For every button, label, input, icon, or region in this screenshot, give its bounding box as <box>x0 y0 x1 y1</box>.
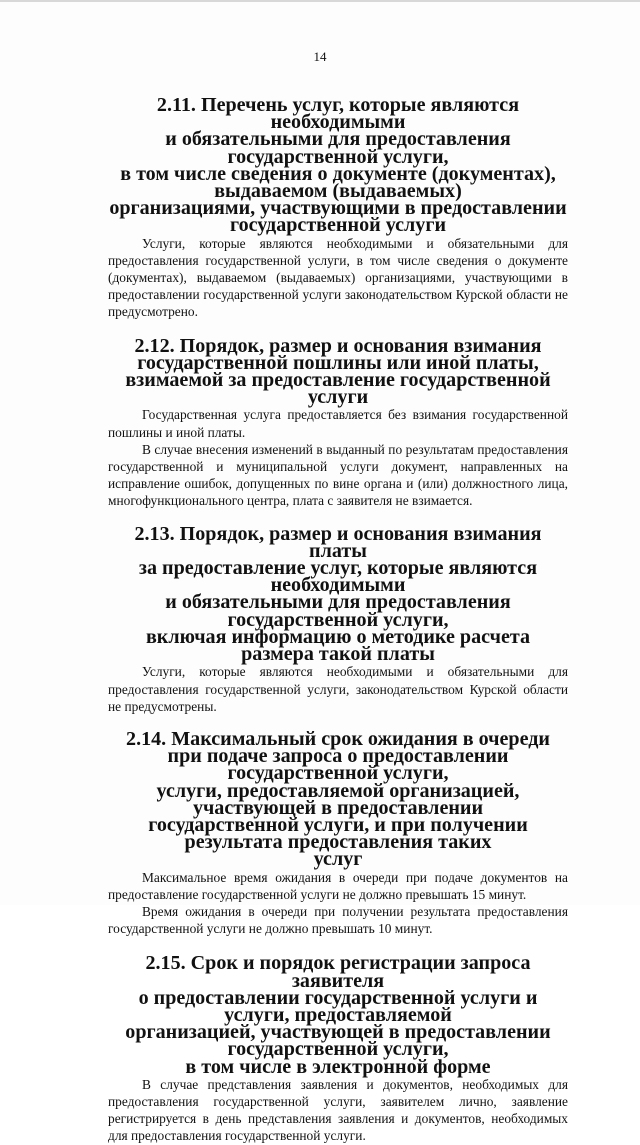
paragraph: В случае внесения изменений в выданный по результатам предоставления государственной и муниципальной услуги документ, направленных на исправление ошибок, допущенных по вине органа и (или) должностного лица, многофункционального центра, плата с заявителя не взимается. <box>108 441 568 509</box>
heading-line: услуг <box>313 848 363 871</box>
page-number: 14 <box>313 49 327 64</box>
section-2-15 <box>108 952 568 1144</box>
section-2-11 <box>108 94 568 321</box>
heading-line: государственной пошлины или иной платы, <box>137 351 539 374</box>
heading-line: взимаемой за предоставление государственной услуги <box>125 369 551 409</box>
section-heading <box>108 952 568 1078</box>
paragraph: Государственная услуга предоставляется без взимания государственной пошлины и иной платы. <box>108 407 568 440</box>
heading-line: за предоставление услуг, которые являются необходимыми <box>138 557 538 597</box>
heading-line: включая информацию о методике расчета размера такой платы <box>145 625 531 666</box>
section-heading <box>108 727 568 871</box>
heading-line: 2.12. Порядок, размер и основания взимания <box>134 334 542 357</box>
heading-line: в том числе в электронной форме <box>185 1055 491 1078</box>
section-heading <box>108 94 568 237</box>
paragraph: Услуги, которые являются необходимыми и обязательными для предоставления государственной услуги, законодательством Курской области не предусмотрены. <box>108 664 568 714</box>
page-content <box>108 94 568 1145</box>
section-2-12 <box>108 334 568 510</box>
heading-line: 2.13. Порядок, размер и основания взимания платы <box>134 522 542 562</box>
heading-line: организациями, участвующими в предоставлении государственной услуги <box>109 197 567 237</box>
paragraph: В случае представления заявления и документов, необходимых для предоставления государственной услуги, заявителем лично, заявление регистрируется в день представления заявления и документов, необходимых для предоставления государственной услуги. <box>108 1076 568 1144</box>
heading-line: 2.15. Срок и порядок регистрации запроса заявителя <box>145 952 531 992</box>
section-heading <box>108 334 568 409</box>
heading-line: при подаче запроса о предоставлении государственной услуги, <box>167 745 509 785</box>
heading-line: 2.11. Перечень услуг, которые являются необходимыми <box>156 94 520 134</box>
section-heading <box>108 522 568 666</box>
heading-line: 2.14. Максимальный срок ожидания в очереди <box>126 727 550 750</box>
heading-line: в том числе сведения о документе (документах), выдаваемом (выдаваемых) <box>120 162 556 203</box>
section-2-14 <box>108 727 568 937</box>
paragraph: Максимальное время ожидания в очереди при подаче документов на предоставление государственной услуги не должно превышать 15 минут. <box>108 869 568 902</box>
heading-line: услуги, предоставляемой организацией, участвующей в предоставлении <box>156 779 520 819</box>
paragraph: Услуги, которые являются необходимыми и обязательными для предоставления государственной услуги, в том числе сведения о документе (документах), выдаваемом (выдаваемых) организациями, участвующими в предоставлении государственной услуги законодательством Курской области не предусмотрено. <box>108 235 568 320</box>
heading-line: и обязательными для предоставления государственной услуги, <box>165 128 511 168</box>
paragraph: Время ожидания в очереди при получении результата предоставления государственной услуги не должно превышать 10 минут. <box>108 903 568 937</box>
heading-line: организацией, участвующей в предоставлении государственной услуги, <box>125 1021 551 1061</box>
scan-edge <box>0 0 640 2</box>
heading-line: и обязательными для предоставления государственной услуги, <box>165 591 511 631</box>
heading-line: о предоставлении государственной услуги и услуги, предоставляемой <box>138 986 538 1026</box>
heading-line: государственной услуги, и при получении результата предоставления таких <box>148 813 528 854</box>
section-2-13 <box>108 522 568 715</box>
